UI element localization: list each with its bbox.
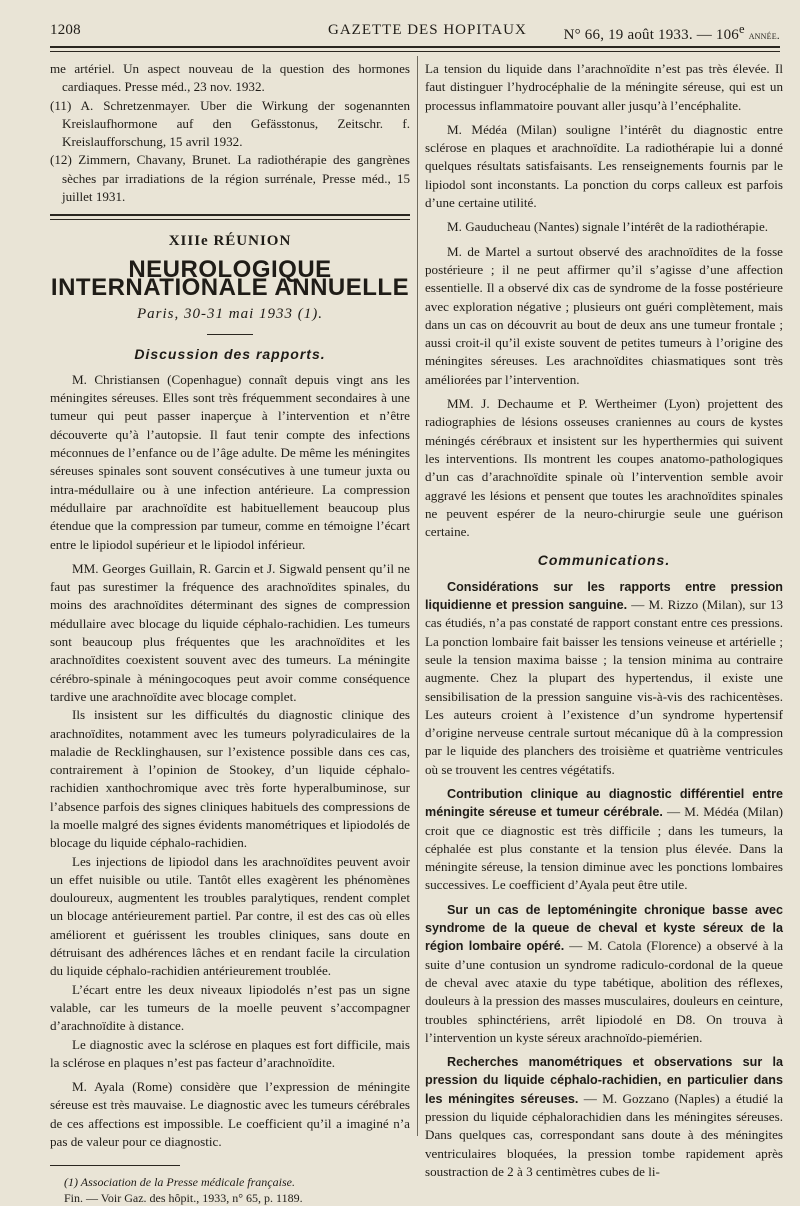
- section-heading: Communications.: [537, 552, 671, 569]
- article-dateline: Paris, 30-31 mai 1933 (1).: [137, 306, 323, 323]
- section-divider: [50, 214, 410, 220]
- left-column: [50, 60, 410, 1206]
- communication-title: Sur un cas de leptoméningite chronique basse avec syndrome de la queue de cheval et kyste séreux de la région lombaire opéré.: [425, 902, 783, 954]
- short-rule: [207, 334, 253, 335]
- right-column: [425, 60, 783, 1181]
- section-heading: Discussion des rapports.: [134, 345, 326, 362]
- header-rule-thin: [50, 51, 780, 52]
- communication-title: Recherches manométriques et observations sur la pression du liquide céphalo-rachidien, en particulier dans les méningites séreuses.: [425, 1055, 783, 1106]
- paragraph: Le diagnostic avec la sclérose en plaques est fort difficile, mais la sclérose en plaques n’est pas facteur d’arachnoïdite.: [50, 1036, 410, 1070]
- paragraph: M. de Martel a surtout observé des arachnoïdites de la fosse postérieure ; il ne peut affirmer qu’il s’agisse d’une affection essentielle. Il a observé dix cas de syndrome de la fosse postérieure avec exploration négative ; plusieurs ont guéri complètement, mais dans un cas on découvrit au bout de deux ans une tumeur frontale ; aussi croit-il qu’il existe souvent de petites tumeurs à l’origine des méningites séreuses. Les arachnoïdites chiasmatiques sont très améliorées par l’intervention.: [425, 243, 783, 387]
- paragraph: M. Gauducheau (Nantes) signale l’intérêt de la radiothérapie.: [447, 219, 769, 235]
- paragraph: M. Christiansen (Copenhague) connaît depuis vingt ans les méningites séreuses. Elles sont très fréquemment secondaires à une tumeur qui peut passer inaperçue à l’intervention et n’être découverte qu’à l’autopsie. Il faut tenir compte des infections méconnues de l’enfance ou de l’âge adulte. De même les méningites séreuses spinales sont souvent consécutives à une tumeur juxta ou intra-médullaire ou à une infection antérieure. La compression médullaire par arachnoïdite est habituellement beaucoup plus étendue que la compression par tumeur, comme en témoigne l’écart entre le lipiodol supérieur et le lipiodol inférieur.: [50, 371, 410, 552]
- paragraph: La tension du liquide dans l’arachnoïdite n’est pas très élevée. Il faut distinguer l’hydrocéphalie de la méningite séreuse, qui est un processus inflammatoire pouvant aller jusqu’à l’encéphalite.: [425, 61, 783, 113]
- paragraph: Ils insistent sur les difficultés du diagnostic clinique des arachnoïdites, notamment avec les tumeurs polyradiculaires de la maladie de Recklinghausen, sur l’existence possible dans ces cas, contrairement à l’opinion de Stookey, d’un liquide céphalo-rachidien xanthochromique avec très forte hyperalbuminose, sur l’absence parfois des signes cliniques habituels des compressions de la moelle malgré des signes évidents manométriques et lipiodolés de blocage du liquide céphalo-rachidien.: [50, 707, 410, 851]
- column-separator: [417, 56, 418, 1136]
- communication-text: — M. Rizzo (Milan), sur 13 cas étudiés, n’a pas constaté de rapport constant entre ces pressions. La ponction lombaire fait baisser les tensions veineuse et artérielle ; seule la tension maxima baisse ; la tension minima au contraire augmente. Chez la plupart des hypertendus, il existe une sensibilisation de la pression sanguine vis-à-vis des rachicentèses. Les auteurs croient à l’existence d’un syndrome hypertensif d’origine nerveuse centrale surtout mécanique dû à la compression par le liquide des planchers des troisième et quatrième ventricules où se trouvent les centres végétatifs.: [425, 597, 784, 777]
- communication-item: [425, 578, 783, 779]
- issue-info: [564, 22, 780, 44]
- communication-title: Contribution clinique au diagnostic différentiel entre méningite séreuse et tumeur cérébrale.: [425, 786, 783, 820]
- communication-item: [425, 785, 783, 895]
- communication-text: — M. Catola (Florence) a observé à la suite d’une contusion un syndrome radiculo-cordonal de la queue de cheval avec ataxie du type tabétique, abolition des réflexes, douleurs à la pression des masses musculaires, douleurs en ceinture, troubles sphinctériens, arrêt lipiodolé en D8. On trouva à l’intervention un kyste séreux arachnoïdo-piemérien.: [425, 938, 784, 1045]
- communication-text: — M. Gozzano (Naples) a étudié la pression du liquide céphalorachidien dans les méningites séreuses. Dans quelques cas, correspondant sans doute à des méningites ventriculaires bloquées, la pression tombe rapidement après soustraction de 2 à 3 centimètres cubes de li-: [425, 1090, 783, 1179]
- footnote: (1) Association de la Presse médicale française.: [64, 1175, 295, 1190]
- header-rule: [50, 46, 780, 48]
- paragraph: MM. J. Dechaume et P. Wertheimer (Lyon) projettent des radiographies de lésions osseuses craniennes au cours de kystes méningés cérébraux et insistent sur les hyperthermies qui suivent les interventions. Ils montrent les coupes anatomo-pathologiques d’un cas d’arachnoïdite spinale où l’intervention semble avoir aggravé les lésions et pensent que toutes les arachnoïdites spinales ne peuvent espérer de la neuro-chirurgie seule une guérison certaine.: [425, 396, 783, 540]
- page-number: 1208: [50, 22, 81, 38]
- communication-item: [425, 901, 783, 1047]
- communication-item: [425, 1053, 783, 1181]
- communication-title: Considérations sur les rapports entre pression liquidienne et pression sanguine.: [425, 579, 783, 613]
- footnote-rule: [50, 1165, 180, 1166]
- paragraph: Les injections de lipiodol dans les arachnoïdites peuvent avoir un effet nuisible ou utile. Tantôt elles exagèrent les phénomènes douloureux, augmentent les troubles paralytiques, rendent complet un blocage antérieurement partiel. Par contre, il est des cas où elles améliorent et guérissent les troubles cliniques, sans doute en détruisant des adhérences lâches et en rendant facile la circulation du liquide céphalo-rachidien antérieurement troublée.: [50, 853, 410, 979]
- reunion-heading: XIIIe RÉUNION: [168, 233, 292, 250]
- year-label: année.: [748, 28, 780, 42]
- reference-item: (12) Zimmern, Chavany, Brunet. La radiothérapie des gangrènes sèches par irradiations de la région surrénale, Presse méd., 15 juillet 1931.: [50, 152, 410, 205]
- article-title: NEUROLOGIQUE INTERNATIONALE ANNUELLE: [50, 255, 410, 301]
- reference-item: me artériel. Un aspect nouveau de la question des hormones cardiaques. Presse méd., 23 nov. 1932.: [50, 61, 410, 95]
- paragraph: MM. Georges Guillain, R. Garcin et J. Sigwald pensent qu’il ne faut pas surestimer la fréquence des arachnoïdites spinales, du moins des arachnoïdites déterminant des signes de compression médullaire avec blocage du liquide céphalo-rachidien. Les tumeurs sont beaucoup plus fréquentes que les arachnoïdites et les arachnoïdites coexistent souvent avec des tumeurs. La méningite cérébro-spinale à méningocoques peut avoir comme conséquence tardive une arachnoïdite avec blocage complet.: [50, 560, 410, 704]
- issue-date: N° 66, 19 août 1933. — 106: [563, 27, 739, 43]
- issue-sup: e: [738, 22, 745, 36]
- paragraph: M. Médéa (Milan) souligne l’intérêt du diagnostic entre sclérose en plaques et arachnoïdite. La radiothérapie lui a donné quelques résultats satisfaisants. Les renseignements fournis par le lipiodol sont inconstants. La ponction du corps calleux est parfois d’une certaine utilité.: [425, 121, 783, 211]
- page-header: [50, 16, 780, 42]
- paragraph: M. Ayala (Rome) considère que l’expression de méningite séreuse est très mauvaise. Le diagnostic avec les tumeurs cérébrales de ces affections est impossible. Le coefficient qu’il a imaginé n’a pas de valeur pour ce diagnostic.: [50, 1079, 410, 1150]
- footnote-continuation: Fin. — Voir Gaz. des hôpit., 1933, n° 65, p. 1189.: [64, 1191, 303, 1206]
- journal-title: GAZETTE DES HOPITAUX: [328, 22, 527, 38]
- paragraph: L’écart entre les deux niveaux lipiodolés n’est pas un signe valable, car les tumeurs de la moelle peuvent s’accompagner d’arachnoïdite à distance.: [50, 981, 410, 1034]
- communication-text: — M. Médéa (Milan) croit que ce diagnostic est très difficile ; dans les tumeurs, la céphalée est plus constante et la tension plus élevée. Dans la méningite séreuse, la tension diminue avec les ponctions lombaires successives. Le coefficient d’Ayala peut être utile.: [425, 804, 783, 893]
- reference-item: (11) A. Schretzenmayer. Uber die Wirkung der sogenannten Kreislaufhormone auf den Gefässtonus, Zeitschr. f. Kreislaufforschung, 15 avril 1932.: [50, 97, 410, 150]
